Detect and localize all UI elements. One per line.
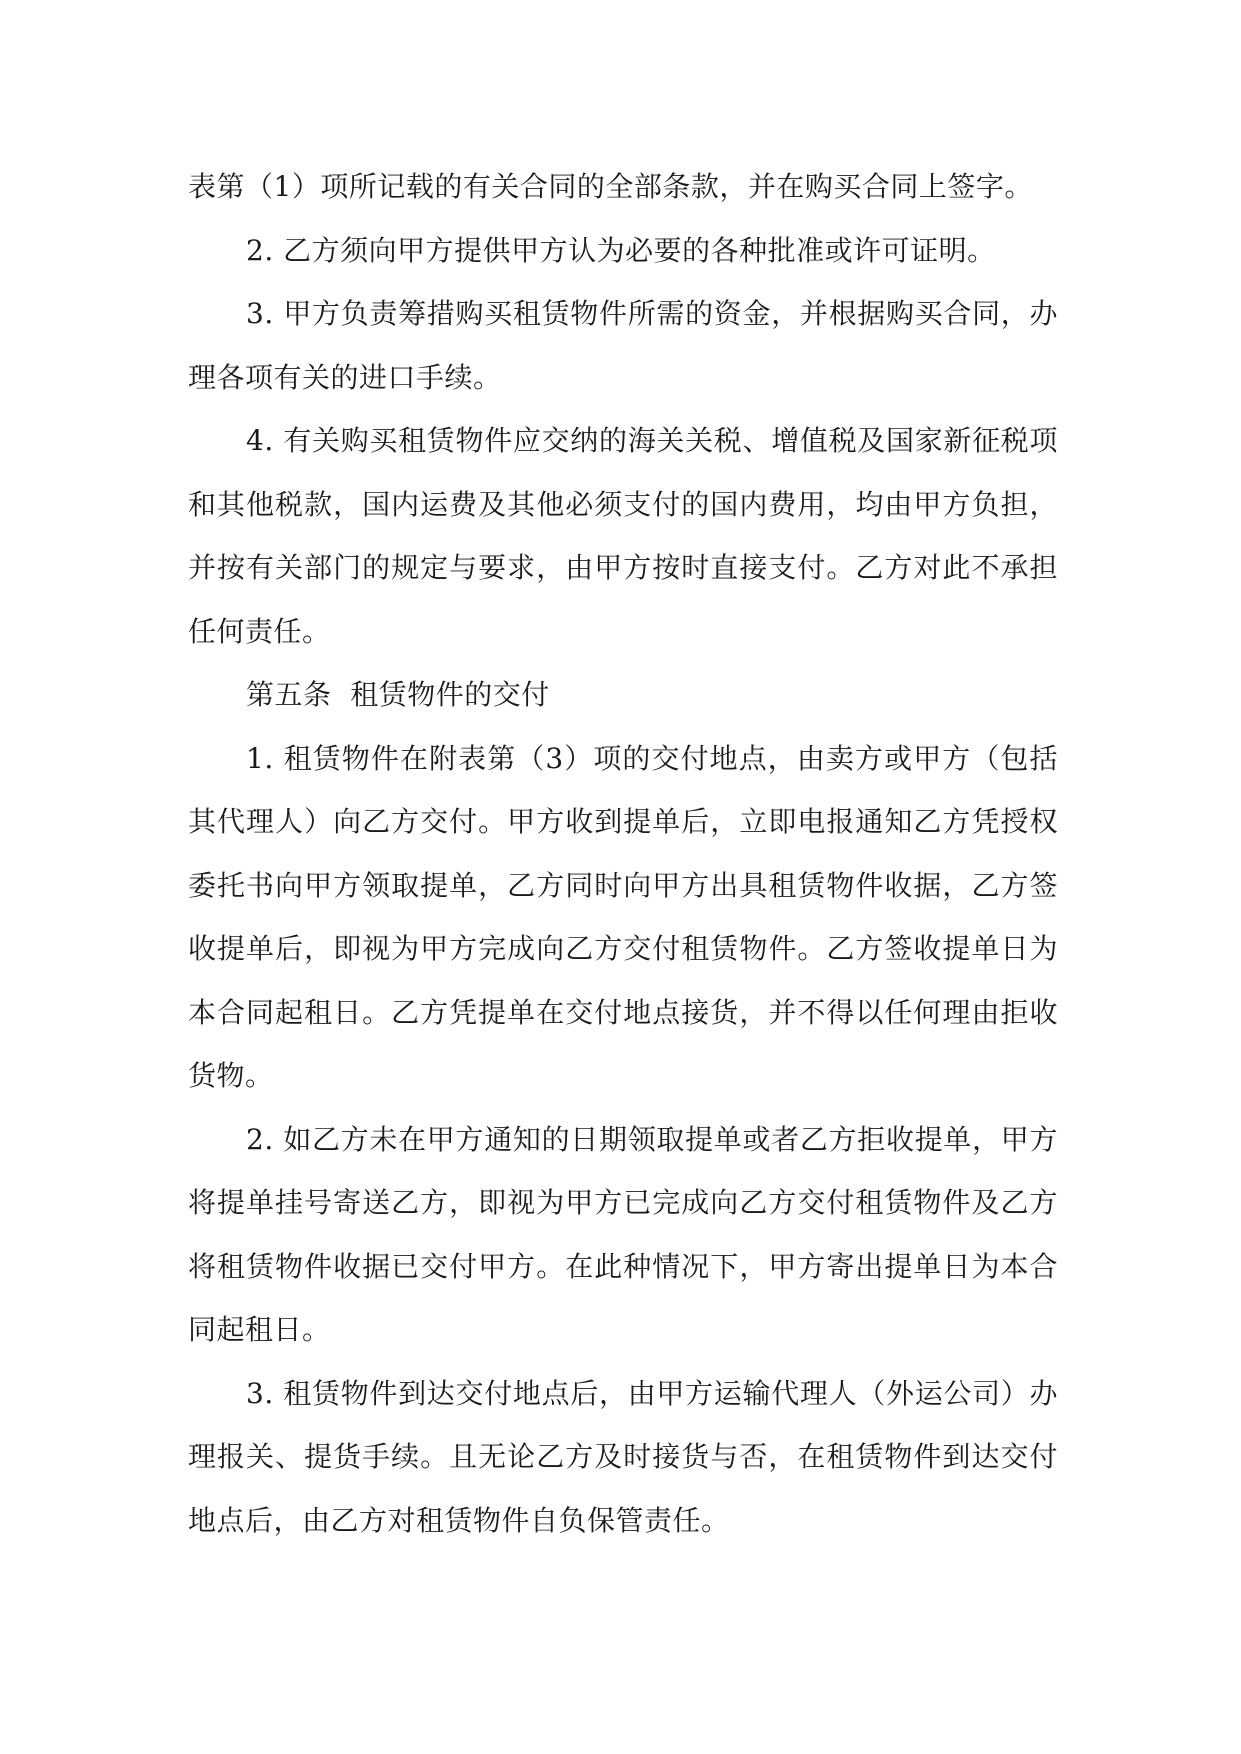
paragraph-delivery-2: 2. 如乙方未在甲方通知的日期领取提单或者乙方拒收提单，甲方将提单挂号寄送乙方，即视为甲方已完成向乙方交付租赁物件及乙方将租赁物件收据已交付甲方。在此种情况下，甲方寄出提单日为本合同起租日。 [188,1122,1058,1346]
paragraph-delivery-3: 3. 租赁物件到达交付地点后，由甲方运输代理人（外运公司）办理报关、提货手续。且无论乙方及时接货与否，在租赁物件到达交付地点后，由乙方对租赁物件自负保管责任。 [188,1376,1058,1537]
paragraph-clause-2: 2. 乙方须向甲方提供甲方认为必要的各种批准或许可证明。 [246,233,996,267]
section-heading-article-5: 第五条 租赁物件的交付 [246,678,550,711]
paragraph-delivery-1: 1. 租赁物件在附表第（3）项的交付地点，由卖方或甲方（包括其代理人）向乙方交付。甲方收到提单后，立即电报通知乙方凭授权委托书向甲方领取提单，乙方同时向甲方出具租赁物件收据，乙方签收提单后，即视为甲方完成向乙方交付租赁物件。乙方签收提单日为本合同起租日。乙方凭提单在交付地点接货，并不得以任何理由拒收货物。 [188,741,1058,1092]
paragraph-clause-4: 4. 有关购买租赁物件应交纳的海关关税、增值税及国家新征税项和其他税款，国内运费及其他必须支付的国内费用，均由甲方负担，并按有关部门的规定与要求，由甲方按时直接支付。乙方对此不承担任何责任。 [188,424,1058,648]
paragraph-clause-3: 3. 甲方负责筹措购买租赁物件所需的资金，并根据购买合同，办理各项有关的进口手续。 [188,297,1058,394]
paragraph-continuation: 表第（1）项所记载的有关合同的全部条款，并在购买合同上签字。 [188,170,1033,203]
document-body [188,155,1058,1552]
